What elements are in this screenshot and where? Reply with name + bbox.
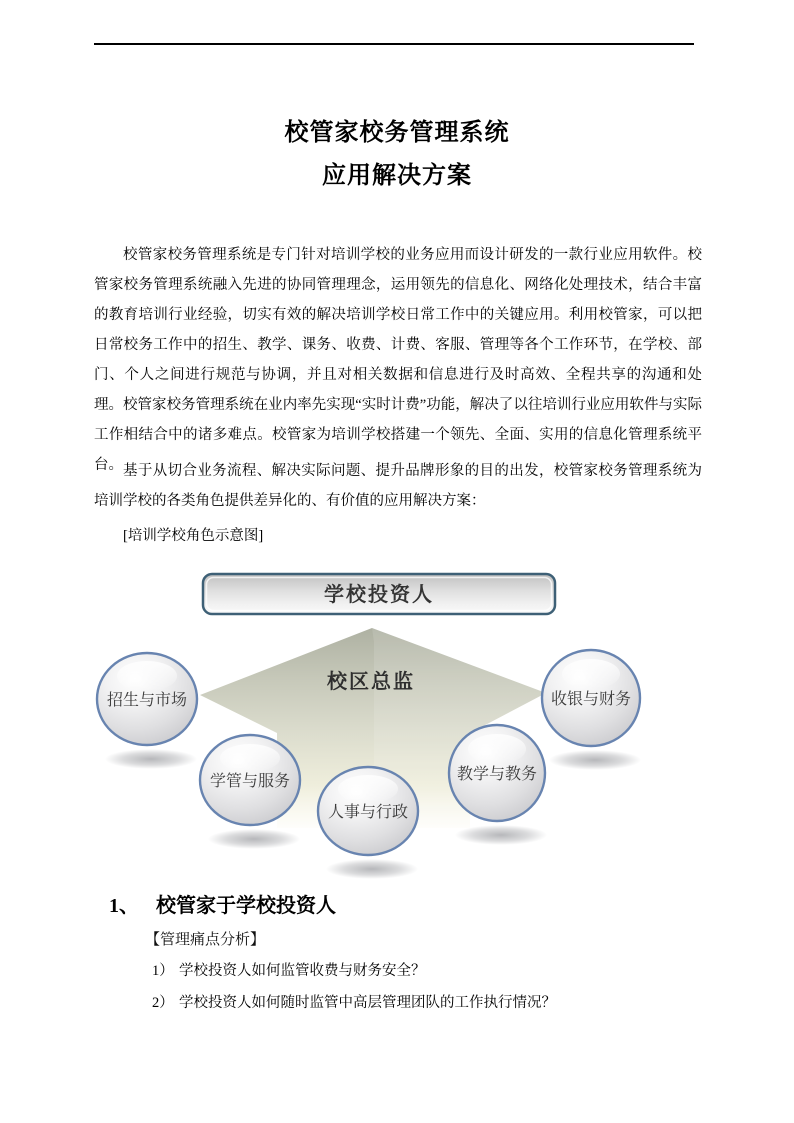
role-ball-label: 收银与财务	[550, 691, 632, 708]
purpose-paragraph: 基于从切合业务流程、解决实际问题、提升品牌形象的目的出发，校管家校务管理系统为培训学校的各类角色提供差异化的、有价值的应用解决方案：	[94, 463, 702, 509]
role-ball-label: 人事与行政	[327, 804, 409, 821]
pain-point-item	[152, 962, 692, 981]
ball-shadow	[549, 750, 641, 770]
pain-point-item	[152, 994, 692, 1013]
document-title	[0, 112, 794, 198]
role-ball-teaching	[449, 725, 545, 821]
title-line-2: 应用解决方案	[322, 163, 472, 189]
ball-shadow	[455, 825, 547, 845]
ball-shadow	[105, 749, 197, 769]
figure-caption: [培训学校角色示意图]	[123, 528, 264, 544]
role-ball-student-service	[200, 735, 300, 825]
arrow-label: 校区总监	[327, 671, 415, 693]
role-ball-enrollment	[97, 653, 197, 745]
role-ball-hr-admin	[318, 767, 418, 855]
title-line-1: 校管家校务管理系统	[284, 120, 510, 146]
intro-paragraph: 校管家校务管理系统是专门针对培训学校的业务应用而设计研发的一款行业应用软件。校管家校务管理系统融入先进的协同管理理念，运用领先的信息化、网络化处理技术，结合丰富的教育培训行业经验，切实有效的解决培训学校日常工作中的关键应用。利用校管家，可以把日常校务工作中的招生、教学、课务、收费、计费、客服、管理等各个工作环节，在学校、部门、个人之间进行规范与协调，并且对相关数据和信息进行及时高效、全程共享的沟通和处理。校管家校务管理系统在业内率先实现“实时计费”功能，解决了以往培训行业应用软件与实际工作相结合中的诸多难点。校管家为培训学校搭建一个领先、全面、实用的信息化管理系统平台。	[94, 247, 702, 473]
section-1-heading	[109, 893, 336, 919]
ball-shadow	[208, 829, 300, 849]
header-rule	[94, 43, 694, 45]
role-ball-label: 教学与教务	[456, 766, 538, 783]
section-title: 校管家于学校投资人	[156, 895, 336, 917]
item-text: 学校投资人如何随时监管中高层管理团队的工作执行情况？	[179, 995, 556, 1011]
investor-box-label: 学校投资人	[324, 584, 434, 606]
item-text: 学校投资人如何监管收费与财务安全？	[179, 963, 426, 979]
section-number: 1、	[109, 895, 139, 917]
pain-point-subheading: 【管理痛点分析】	[145, 931, 266, 948]
role-ball-cashier-finance	[542, 650, 640, 746]
role-ball-label: 招生与市场	[106, 692, 188, 709]
ball-shadow	[326, 859, 418, 879]
role-ball-label: 学管与服务	[209, 773, 291, 790]
item-number: 1）	[152, 963, 174, 979]
item-number: 2）	[152, 995, 174, 1011]
roles-diagram	[50, 560, 730, 890]
